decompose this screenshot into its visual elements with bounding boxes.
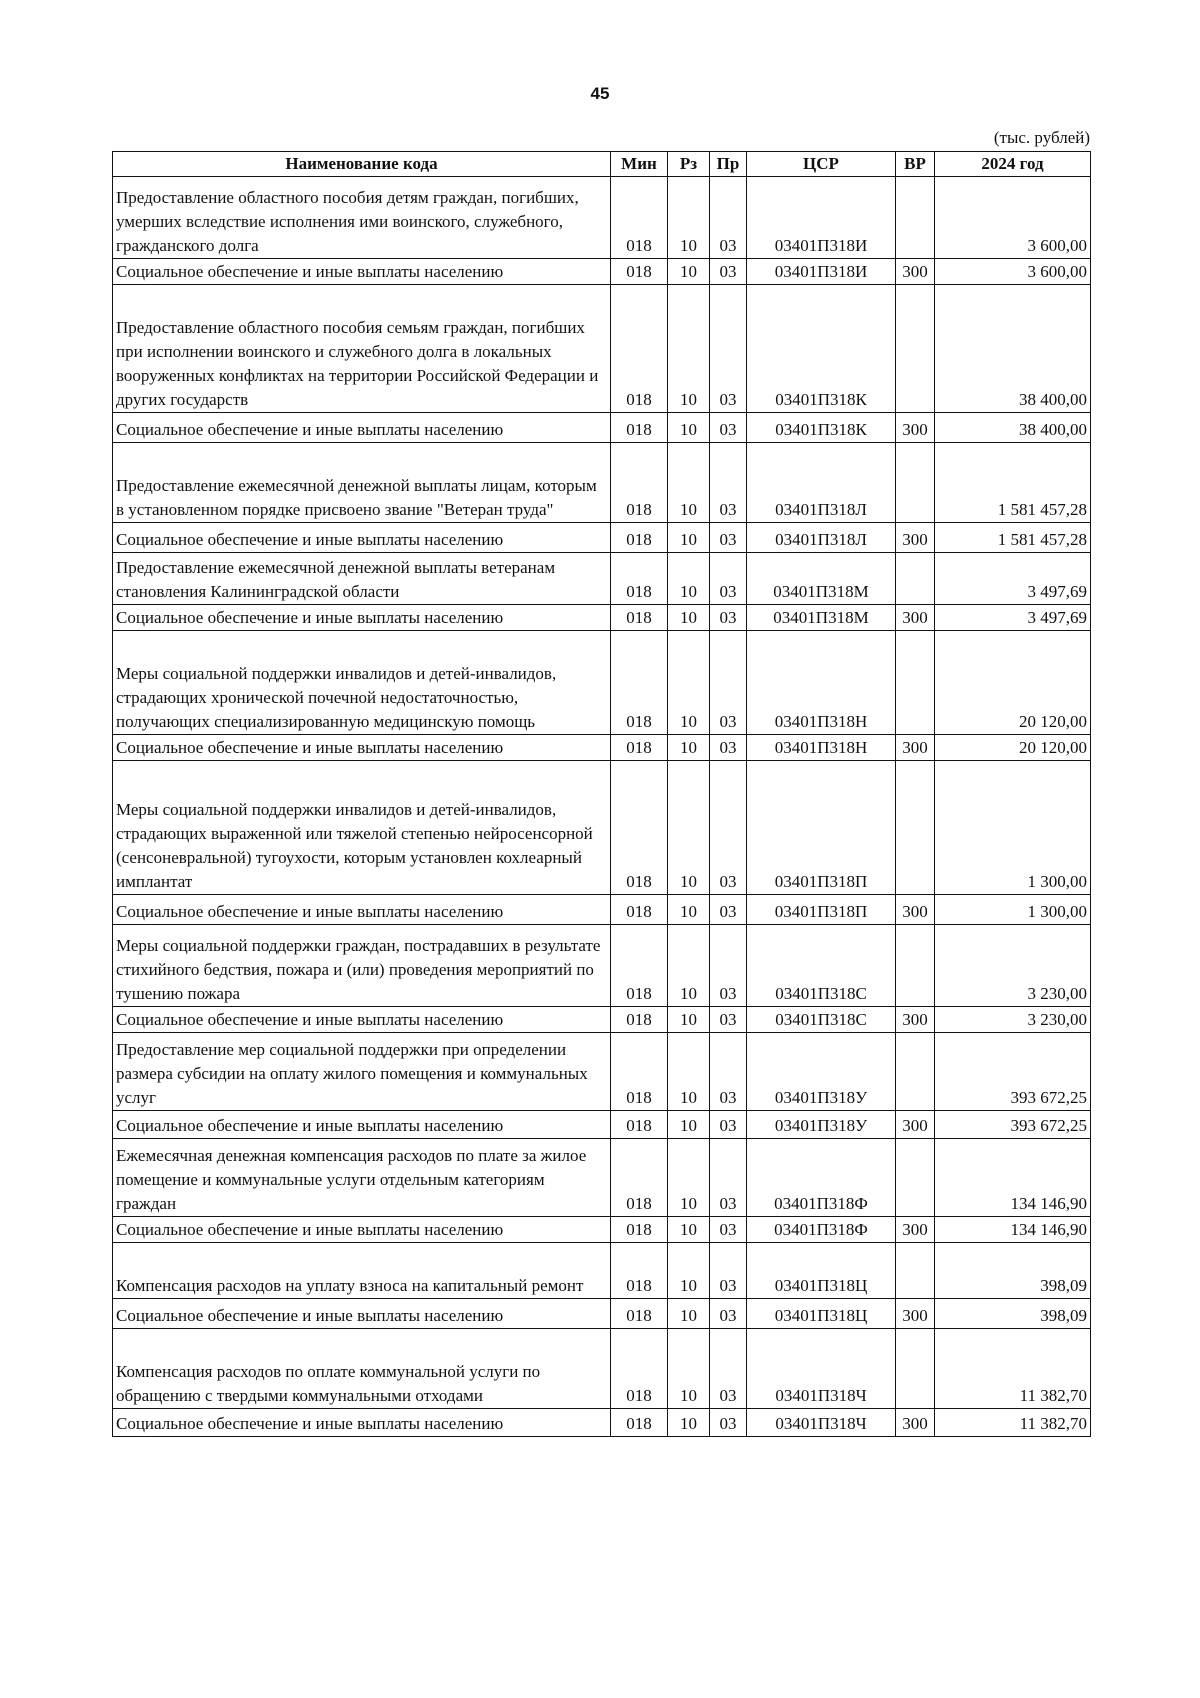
row-rz-cell: 10 bbox=[668, 895, 710, 925]
row-vr-cell bbox=[896, 443, 935, 523]
row-vr-cell: 300 bbox=[896, 895, 935, 925]
row-min-cell: 018 bbox=[611, 1111, 668, 1139]
row-sum-cell: 398,09 bbox=[935, 1299, 1091, 1329]
row-vr-cell bbox=[896, 1033, 935, 1111]
row-rz-cell: 10 bbox=[668, 259, 710, 285]
row-name-cell: Социальное обеспечение и иные выплаты населению bbox=[113, 1111, 611, 1139]
row-sum-cell: 393 672,25 bbox=[935, 1111, 1091, 1139]
row-csr-cell: 03401П318У bbox=[747, 1033, 896, 1111]
row-pr-cell: 03 bbox=[710, 605, 747, 631]
row-csr-cell: 03401П318Л bbox=[747, 443, 896, 523]
row-pr-cell: 03 bbox=[710, 761, 747, 895]
row-sum-cell: 20 120,00 bbox=[935, 735, 1091, 761]
row-sum-cell: 11 382,70 bbox=[935, 1329, 1091, 1409]
row-min-cell: 018 bbox=[611, 1007, 668, 1033]
row-name-cell: Предоставление областного пособия семьям граждан, погибших при исполнении воинского и служебного долга в локальных вооруженных конфликтах на территории Российской Федерации и других государств bbox=[113, 285, 611, 413]
row-name-cell: Социальное обеспечение и иные выплаты населению bbox=[113, 1409, 611, 1437]
row-sum-cell: 3 600,00 bbox=[935, 259, 1091, 285]
row-csr-cell: 03401П318Ф bbox=[747, 1139, 896, 1217]
row-vr-cell bbox=[896, 1139, 935, 1217]
row-pr-cell: 03 bbox=[710, 553, 747, 605]
table-row bbox=[113, 1409, 1091, 1437]
row-sum-cell: 3 497,69 bbox=[935, 553, 1091, 605]
row-csr-cell: 03401П318Ф bbox=[747, 1217, 896, 1243]
row-pr-cell: 03 bbox=[710, 1409, 747, 1437]
header-pr: Пр bbox=[710, 152, 747, 177]
row-sum-cell: 38 400,00 bbox=[935, 413, 1091, 443]
row-sum-cell: 38 400,00 bbox=[935, 285, 1091, 413]
row-sum-cell: 1 581 457,28 bbox=[935, 443, 1091, 523]
row-sum-cell: 134 146,90 bbox=[935, 1139, 1091, 1217]
page-number: 45 bbox=[590, 84, 610, 103]
row-rz-cell: 10 bbox=[668, 605, 710, 631]
row-vr-cell bbox=[896, 761, 935, 895]
row-vr-cell bbox=[896, 1243, 935, 1299]
row-pr-cell: 03 bbox=[710, 443, 747, 523]
row-pr-cell: 03 bbox=[710, 1033, 747, 1111]
table-row bbox=[113, 1217, 1091, 1243]
row-vr-cell: 300 bbox=[896, 1299, 935, 1329]
row-rz-cell: 10 bbox=[668, 1111, 710, 1139]
row-min-cell: 018 bbox=[611, 631, 668, 735]
row-name-cell: Ежемесячная денежная компенсация расходов по плате за жилое помещение и коммунальные услуги отдельным категориям граждан bbox=[113, 1139, 611, 1217]
table-row bbox=[113, 413, 1091, 443]
row-vr-cell bbox=[896, 631, 935, 735]
row-csr-cell: 03401П318И bbox=[747, 259, 896, 285]
table-row bbox=[113, 1007, 1091, 1033]
row-name-cell: Социальное обеспечение и иные выплаты населению bbox=[113, 413, 611, 443]
row-vr-cell: 300 bbox=[896, 523, 935, 553]
row-pr-cell: 03 bbox=[710, 1111, 747, 1139]
row-name-cell: Меры социальной поддержки граждан, пострадавших в результате стихийного бедствия, пожара и (или) проведения мероприятий по тушению пожара bbox=[113, 925, 611, 1007]
row-csr-cell: 03401П318У bbox=[747, 1111, 896, 1139]
header-min: Мин bbox=[611, 152, 668, 177]
row-min-cell: 018 bbox=[611, 177, 668, 259]
row-csr-cell: 03401П318М bbox=[747, 605, 896, 631]
row-csr-cell: 03401П318П bbox=[747, 761, 896, 895]
row-name-cell: Социальное обеспечение и иные выплаты населению bbox=[113, 1299, 611, 1329]
table-row bbox=[113, 285, 1091, 413]
row-pr-cell: 03 bbox=[710, 1243, 747, 1299]
row-sum-cell: 3 497,69 bbox=[935, 605, 1091, 631]
row-name-cell: Меры социальной поддержки инвалидов и детей-инвалидов, страдающих выраженной или тяжелой степенью нейросенсорной (сенсоневральной) тугоухости, которым установлен кохлеарный имплантат bbox=[113, 761, 611, 895]
row-csr-cell: 03401П318С bbox=[747, 925, 896, 1007]
row-rz-cell: 10 bbox=[668, 1217, 710, 1243]
row-rz-cell: 10 bbox=[668, 735, 710, 761]
row-name-cell: Социальное обеспечение и иные выплаты населению bbox=[113, 895, 611, 925]
table-row bbox=[113, 605, 1091, 631]
row-vr-cell bbox=[896, 925, 935, 1007]
row-csr-cell: 03401П318Ц bbox=[747, 1243, 896, 1299]
row-min-cell: 018 bbox=[611, 1243, 668, 1299]
row-pr-cell: 03 bbox=[710, 1299, 747, 1329]
row-sum-cell: 3 230,00 bbox=[935, 925, 1091, 1007]
row-pr-cell: 03 bbox=[710, 413, 747, 443]
row-min-cell: 018 bbox=[611, 1033, 668, 1111]
row-csr-cell: 03401П318Л bbox=[747, 523, 896, 553]
row-csr-cell: 03401П318Ч bbox=[747, 1409, 896, 1437]
row-sum-cell: 1 300,00 bbox=[935, 895, 1091, 925]
row-name-cell: Компенсация расходов по оплате коммунальной услуги по обращению с твердыми коммунальными отходами bbox=[113, 1329, 611, 1409]
row-rz-cell: 10 bbox=[668, 631, 710, 735]
row-name-cell: Предоставление областного пособия детям граждан, погибших, умерших вследствие исполнения ими воинского, служебного, гражданского долга bbox=[113, 177, 611, 259]
row-rz-cell: 10 bbox=[668, 1007, 710, 1033]
row-csr-cell: 03401П318Ч bbox=[747, 1329, 896, 1409]
row-min-cell: 018 bbox=[611, 285, 668, 413]
row-min-cell: 018 bbox=[611, 443, 668, 523]
row-rz-cell: 10 bbox=[668, 285, 710, 413]
row-vr-cell: 300 bbox=[896, 413, 935, 443]
header-vr: ВР bbox=[896, 152, 935, 177]
table-row bbox=[113, 735, 1091, 761]
row-name-cell: Социальное обеспечение и иные выплаты населению bbox=[113, 605, 611, 631]
table-row bbox=[113, 443, 1091, 523]
table-row bbox=[113, 631, 1091, 735]
row-rz-cell: 10 bbox=[668, 1329, 710, 1409]
row-min-cell: 018 bbox=[611, 1409, 668, 1437]
row-min-cell: 018 bbox=[611, 553, 668, 605]
header-rz: Рз bbox=[668, 152, 710, 177]
row-csr-cell: 03401П318С bbox=[747, 1007, 896, 1033]
row-rz-cell: 10 bbox=[668, 553, 710, 605]
row-sum-cell: 1 300,00 bbox=[935, 761, 1091, 895]
row-csr-cell: 03401П318Н bbox=[747, 631, 896, 735]
row-vr-cell bbox=[896, 553, 935, 605]
row-pr-cell: 03 bbox=[710, 1139, 747, 1217]
row-vr-cell: 300 bbox=[896, 605, 935, 631]
row-pr-cell: 03 bbox=[710, 925, 747, 1007]
table-row bbox=[113, 177, 1091, 259]
header-csr: ЦСР bbox=[747, 152, 896, 177]
row-min-cell: 018 bbox=[611, 1139, 668, 1217]
table-row bbox=[113, 1111, 1091, 1139]
row-pr-cell: 03 bbox=[710, 259, 747, 285]
table-row bbox=[113, 259, 1091, 285]
units-note: (тыс. рублей) bbox=[993, 128, 1090, 147]
row-vr-cell: 300 bbox=[896, 735, 935, 761]
row-name-cell: Социальное обеспечение и иные выплаты населению bbox=[113, 259, 611, 285]
table-header-row bbox=[113, 152, 1091, 177]
row-vr-cell bbox=[896, 285, 935, 413]
row-vr-cell: 300 bbox=[896, 1007, 935, 1033]
row-pr-cell: 03 bbox=[710, 1007, 747, 1033]
row-csr-cell: 03401П318И bbox=[747, 177, 896, 259]
row-min-cell: 018 bbox=[611, 761, 668, 895]
row-min-cell: 018 bbox=[611, 895, 668, 925]
row-name-cell: Предоставление мер социальной поддержки при определении размера субсидии на оплату жилого помещения и коммунальных услуг bbox=[113, 1033, 611, 1111]
row-min-cell: 018 bbox=[611, 925, 668, 1007]
table-row bbox=[113, 895, 1091, 925]
row-csr-cell: 03401П318П bbox=[747, 895, 896, 925]
row-pr-cell: 03 bbox=[710, 523, 747, 553]
row-name-cell: Компенсация расходов на уплату взноса на капитальный ремонт bbox=[113, 1243, 611, 1299]
table-row bbox=[113, 1243, 1091, 1299]
row-name-cell: Социальное обеспечение и иные выплаты населению bbox=[113, 523, 611, 553]
row-sum-cell: 393 672,25 bbox=[935, 1033, 1091, 1111]
row-sum-cell: 20 120,00 bbox=[935, 631, 1091, 735]
row-csr-cell: 03401П318М bbox=[747, 553, 896, 605]
row-min-cell: 018 bbox=[611, 413, 668, 443]
table-row bbox=[113, 523, 1091, 553]
row-pr-cell: 03 bbox=[710, 1329, 747, 1409]
table-row bbox=[113, 553, 1091, 605]
row-csr-cell: 03401П318Н bbox=[747, 735, 896, 761]
row-name-cell: Социальное обеспечение и иные выплаты населению bbox=[113, 1007, 611, 1033]
row-pr-cell: 03 bbox=[710, 1217, 747, 1243]
row-pr-cell: 03 bbox=[710, 285, 747, 413]
table-row bbox=[113, 925, 1091, 1007]
row-rz-cell: 10 bbox=[668, 443, 710, 523]
row-min-cell: 018 bbox=[611, 1299, 668, 1329]
row-name-cell: Социальное обеспечение и иные выплаты населению bbox=[113, 735, 611, 761]
row-pr-cell: 03 bbox=[710, 735, 747, 761]
header-year: 2024 год bbox=[935, 152, 1091, 177]
table-body bbox=[113, 177, 1091, 1437]
row-pr-cell: 03 bbox=[710, 631, 747, 735]
row-rz-cell: 10 bbox=[668, 1409, 710, 1437]
header-name: Наименование кода bbox=[113, 152, 611, 177]
row-name-cell: Предоставление ежемесячной денежной выплаты ветеранам становления Калининградской области bbox=[113, 553, 611, 605]
row-rz-cell: 10 bbox=[668, 523, 710, 553]
row-vr-cell bbox=[896, 177, 935, 259]
row-vr-cell: 300 bbox=[896, 1111, 935, 1139]
table-row bbox=[113, 1139, 1091, 1217]
row-rz-cell: 10 bbox=[668, 761, 710, 895]
row-min-cell: 018 bbox=[611, 523, 668, 553]
row-vr-cell: 300 bbox=[896, 1217, 935, 1243]
row-csr-cell: 03401П318К bbox=[747, 285, 896, 413]
row-sum-cell: 3 230,00 bbox=[935, 1007, 1091, 1033]
row-min-cell: 018 bbox=[611, 1329, 668, 1409]
table-row bbox=[113, 1033, 1091, 1111]
row-min-cell: 018 bbox=[611, 259, 668, 285]
table-row bbox=[113, 1299, 1091, 1329]
row-rz-cell: 10 bbox=[668, 413, 710, 443]
budget-table bbox=[112, 151, 1091, 1437]
row-name-cell: Социальное обеспечение и иные выплаты населению bbox=[113, 1217, 611, 1243]
row-vr-cell: 300 bbox=[896, 259, 935, 285]
row-rz-cell: 10 bbox=[668, 177, 710, 259]
row-name-cell: Предоставление ежемесячной денежной выплаты лицам, которым в установленном порядке присвоено звание "Ветеран труда" bbox=[113, 443, 611, 523]
row-csr-cell: 03401П318Ц bbox=[747, 1299, 896, 1329]
table-row bbox=[113, 1329, 1091, 1409]
table-row bbox=[113, 761, 1091, 895]
row-vr-cell: 300 bbox=[896, 1409, 935, 1437]
row-min-cell: 018 bbox=[611, 605, 668, 631]
row-rz-cell: 10 bbox=[668, 1243, 710, 1299]
row-name-cell: Меры социальной поддержки инвалидов и детей-инвалидов, страдающих хронической почечной недостаточностью, получающих специализированную медицинскую помощь bbox=[113, 631, 611, 735]
row-min-cell: 018 bbox=[611, 735, 668, 761]
row-sum-cell: 3 600,00 bbox=[935, 177, 1091, 259]
row-rz-cell: 10 bbox=[668, 1299, 710, 1329]
row-rz-cell: 10 bbox=[668, 925, 710, 1007]
row-min-cell: 018 bbox=[611, 1217, 668, 1243]
row-sum-cell: 134 146,90 bbox=[935, 1217, 1091, 1243]
row-pr-cell: 03 bbox=[710, 177, 747, 259]
row-rz-cell: 10 bbox=[668, 1033, 710, 1111]
row-rz-cell: 10 bbox=[668, 1139, 710, 1217]
row-pr-cell: 03 bbox=[710, 895, 747, 925]
row-sum-cell: 11 382,70 bbox=[935, 1409, 1091, 1437]
row-sum-cell: 1 581 457,28 bbox=[935, 523, 1091, 553]
row-vr-cell bbox=[896, 1329, 935, 1409]
row-sum-cell: 398,09 bbox=[935, 1243, 1091, 1299]
row-csr-cell: 03401П318К bbox=[747, 413, 896, 443]
